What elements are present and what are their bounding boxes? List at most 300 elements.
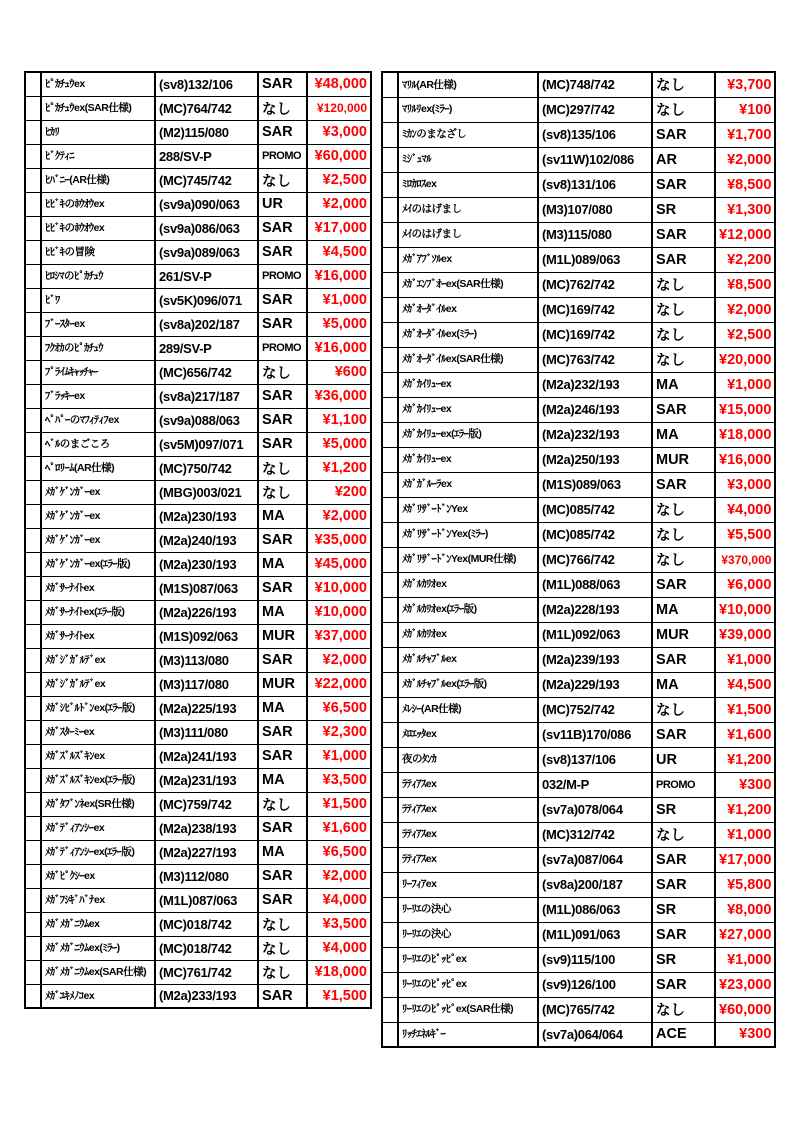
row-spacer-cell: [25, 384, 41, 408]
rarity-cell: SAR: [652, 572, 715, 597]
table-row: [382, 222, 775, 247]
rarity-cell: SAR: [652, 722, 715, 747]
price-cell: ¥1,000: [307, 288, 371, 312]
rarity-cell: SAR: [258, 312, 307, 336]
rarity-cell: MA: [652, 372, 715, 397]
table-row: [382, 72, 775, 97]
card-number-cell: (M3)113/080: [155, 648, 258, 672]
price-cell: ¥5,000: [307, 312, 371, 336]
price-cell: ¥300: [715, 772, 775, 797]
table-row: [25, 192, 371, 216]
table-row: [25, 432, 371, 456]
card-number-cell: 288/SV-P: [155, 144, 258, 168]
price-cell: ¥4,500: [715, 672, 775, 697]
card-name-cell: ﾒﾛｴｯﾀex: [398, 722, 538, 747]
card-number-cell: (sv9a)090/063: [155, 192, 258, 216]
card-number-cell: (M3)117/080: [155, 672, 258, 696]
price-cell: ¥36,000: [307, 384, 371, 408]
table-row: [25, 72, 371, 96]
row-spacer-cell: [25, 912, 41, 936]
row-spacer-cell: [25, 168, 41, 192]
card-name-cell: ﾒｶﾞﾘｻﾞｰﾄﾞﾝYex(MUR仕様): [398, 547, 538, 572]
card-number-cell: (M2a)231/193: [155, 768, 258, 792]
card-name-cell: 夜のﾀﾝｶ: [398, 747, 538, 772]
row-spacer-cell: [382, 222, 398, 247]
card-name-cell: ﾘｰﾘｴのﾋﾟｯﾋﾟex: [398, 972, 538, 997]
rarity-cell: SAR: [652, 397, 715, 422]
rarity-cell: AR: [652, 147, 715, 172]
price-cell: ¥48,000: [307, 72, 371, 96]
rarity-cell: SAR: [258, 888, 307, 912]
card-number-cell: (M3)112/080: [155, 864, 258, 888]
row-spacer-cell: [382, 772, 398, 797]
price-cell: ¥1,000: [715, 647, 775, 672]
table-row: [25, 144, 371, 168]
card-number-cell: (M2a)232/193: [538, 372, 652, 397]
rarity-cell: SAR: [258, 72, 307, 96]
card-number-cell: (MC)745/742: [155, 168, 258, 192]
card-number-cell: (M2a)225/193: [155, 696, 258, 720]
table-row: [382, 1022, 775, 1047]
card-number-cell: (MC)169/742: [538, 297, 652, 322]
row-spacer-cell: [25, 264, 41, 288]
card-name-cell: ﾒｶﾞｽﾀｰﾐｰex: [41, 720, 155, 744]
table-row: [25, 624, 371, 648]
card-name-cell: ﾒｶﾞｶｲﾘｭｰex(ｴﾗｰ版): [398, 422, 538, 447]
price-cell: ¥2,000: [715, 147, 775, 172]
table-row: [25, 912, 371, 936]
card-name-cell: ﾗﾃｨｱｽex: [398, 772, 538, 797]
rarity-cell: MA: [258, 552, 307, 576]
table-row: [382, 597, 775, 622]
row-spacer-cell: [25, 720, 41, 744]
row-spacer-cell: [382, 822, 398, 847]
table-row: [25, 864, 371, 888]
rarity-cell: PROMO: [258, 144, 307, 168]
row-spacer-cell: [382, 297, 398, 322]
row-spacer-cell: [25, 96, 41, 120]
card-name-cell: ﾒｶﾞﾃﾞｨｱﾝｼｰex: [41, 816, 155, 840]
rarity-cell: なし: [258, 168, 307, 192]
row-spacer-cell: [382, 397, 398, 422]
price-cell: ¥3,500: [307, 912, 371, 936]
rarity-cell: SAR: [652, 847, 715, 872]
table-row: [25, 936, 371, 960]
price-cell: ¥1,600: [715, 722, 775, 747]
row-spacer-cell: [382, 97, 398, 122]
rarity-cell: SAR: [258, 384, 307, 408]
table-row: [25, 96, 371, 120]
price-cell: ¥1,200: [307, 456, 371, 480]
card-number-cell: (sv7a)087/064: [538, 847, 652, 872]
row-spacer-cell: [382, 172, 398, 197]
table-row: [25, 744, 371, 768]
table-row: [25, 264, 371, 288]
price-cell: ¥600: [307, 360, 371, 384]
table-row: [382, 822, 775, 847]
price-cell: ¥20,000: [715, 347, 775, 372]
row-spacer-cell: [382, 522, 398, 547]
price-cell: ¥2,000: [307, 504, 371, 528]
card-name-cell: ﾒｶﾞﾙﾁｬﾌﾞﾙex(ｴﾗｰ版): [398, 672, 538, 697]
table-row: [25, 600, 371, 624]
card-number-cell: (M2a)228/193: [538, 597, 652, 622]
table-row: [25, 984, 371, 1008]
rarity-cell: SAR: [258, 864, 307, 888]
table-row: [25, 816, 371, 840]
table-row: [25, 696, 371, 720]
table-row: [382, 147, 775, 172]
price-cell: ¥18,000: [307, 960, 371, 984]
price-cell: ¥2,200: [715, 247, 775, 272]
card-name-cell: ﾋﾞｸﾃｨﾆ: [41, 144, 155, 168]
table-row: [382, 472, 775, 497]
table-row: [25, 768, 371, 792]
price-cell: ¥6,500: [307, 696, 371, 720]
card-number-cell: (M1S)092/063: [155, 624, 258, 648]
rarity-cell: なし: [652, 497, 715, 522]
table-row: [25, 648, 371, 672]
rarity-cell: SAR: [652, 922, 715, 947]
row-spacer-cell: [25, 312, 41, 336]
card-name-cell: ﾒｶﾞﾘｻﾞｰﾄﾞﾝYex: [398, 497, 538, 522]
price-cell: ¥1,600: [307, 816, 371, 840]
price-cell: ¥12,000: [715, 222, 775, 247]
table-row: [382, 772, 775, 797]
card-name-cell: ﾗﾃｨｱｽex: [398, 797, 538, 822]
row-spacer-cell: [382, 472, 398, 497]
card-name-cell: ﾒｶﾞｻｰﾅｲﾄex: [41, 576, 155, 600]
price-cell: ¥17,000: [307, 216, 371, 240]
price-cell: ¥27,000: [715, 922, 775, 947]
price-cell: ¥2,000: [307, 864, 371, 888]
table-row: [25, 792, 371, 816]
row-spacer-cell: [25, 360, 41, 384]
card-name-cell: ﾌﾞﾗｯｷｰex: [41, 384, 155, 408]
card-name-cell: ﾐﾛｶﾛｽex: [398, 172, 538, 197]
card-name-cell: ﾒｶﾞｹﾞﾝｶﾞｰex: [41, 528, 155, 552]
card-name-cell: ﾘｰﾌｨｱex: [398, 872, 538, 897]
rarity-cell: なし: [258, 912, 307, 936]
price-cell: ¥4,000: [715, 497, 775, 522]
price-cell: ¥60,000: [715, 997, 775, 1022]
table-row: [25, 384, 371, 408]
row-spacer-cell: [382, 897, 398, 922]
row-spacer-cell: [382, 197, 398, 222]
price-cell: ¥370,000: [715, 547, 775, 572]
rarity-cell: SAR: [258, 984, 307, 1008]
card-name-cell: ﾒｶﾞﾙｶﾘｵex(ｴﾗｰ版): [398, 597, 538, 622]
card-name-cell: ﾒｶﾞｽﾞﾙｽﾞｷﾝex(ｴﾗｰ版): [41, 768, 155, 792]
table-row: [25, 480, 371, 504]
card-name-cell: ﾒｶﾞｶﾞﾙｰﾗex: [398, 472, 538, 497]
card-number-cell: (M2a)240/193: [155, 528, 258, 552]
row-spacer-cell: [382, 647, 398, 672]
rarity-cell: SAR: [258, 720, 307, 744]
row-spacer-cell: [25, 72, 41, 96]
card-name-cell: ﾘｰﾘｴの決心: [398, 897, 538, 922]
rarity-cell: なし: [652, 297, 715, 322]
table-row: [25, 216, 371, 240]
row-spacer-cell: [25, 456, 41, 480]
table-row: [382, 522, 775, 547]
card-number-cell: (sv8a)200/187: [538, 872, 652, 897]
card-name-cell: ﾒｶﾞｹﾞﾝｶﾞｰex(ｴﾗｰ版): [41, 552, 155, 576]
row-spacer-cell: [382, 922, 398, 947]
card-number-cell: (MC)763/742: [538, 347, 652, 372]
table-row: [382, 447, 775, 472]
card-name-cell: ﾒｶﾞﾀﾌﾞﾝﾈex(SR仕様): [41, 792, 155, 816]
card-number-cell: (MC)297/742: [538, 97, 652, 122]
row-spacer-cell: [25, 144, 41, 168]
card-number-cell: (sv8a)217/187: [155, 384, 258, 408]
row-spacer-cell: [25, 432, 41, 456]
card-number-cell: (M2a)238/193: [155, 816, 258, 840]
card-name-cell: ﾒｶﾞﾒｶﾞﾆｳﾑex(SAR仕様): [41, 960, 155, 984]
card-name-cell: ﾒｶﾞｴﾝﾌﾞｵｰex(SAR仕様): [398, 272, 538, 297]
card-number-cell: (sv8)131/106: [538, 172, 652, 197]
rarity-cell: なし: [258, 960, 307, 984]
card-number-cell: (sv8)137/106: [538, 747, 652, 772]
row-spacer-cell: [382, 347, 398, 372]
price-cell: ¥5,800: [715, 872, 775, 897]
rarity-cell: SAR: [258, 120, 307, 144]
table-row: [25, 240, 371, 264]
table-row: [25, 888, 371, 912]
card-name-cell: ﾒｶﾞｼﾋﾞﾙﾄﾞﾝex(ｴﾗｰ版): [41, 696, 155, 720]
table-row: [382, 97, 775, 122]
rarity-cell: なし: [258, 360, 307, 384]
row-spacer-cell: [25, 288, 41, 312]
card-name-cell: ﾘｰﾘｴのﾋﾟｯﾋﾟex(SAR仕様): [398, 997, 538, 1022]
card-number-cell: (sv5M)097/071: [155, 432, 258, 456]
card-name-cell: ﾍﾟﾛﾘｰﾑ(AR仕様): [41, 456, 155, 480]
table-row: [25, 288, 371, 312]
price-cell: ¥22,000: [307, 672, 371, 696]
table-row: [382, 497, 775, 522]
price-cell: ¥1,200: [715, 797, 775, 822]
card-number-cell: (sv9)126/100: [538, 972, 652, 997]
card-name-cell: ﾋﾟｶﾁｭｳex(SAR仕様): [41, 96, 155, 120]
card-name-cell: ﾋﾋﾞｷのﾎｳｵｳex: [41, 216, 155, 240]
rarity-cell: なし: [652, 97, 715, 122]
table-row: [25, 360, 371, 384]
price-cell: ¥2,000: [307, 192, 371, 216]
card-name-cell: ﾋﾞﾜ: [41, 288, 155, 312]
table-row: [382, 897, 775, 922]
card-name-cell: ﾒｶﾞｹﾞﾝｶﾞｰex: [41, 480, 155, 504]
card-name-cell: ﾐｶﾝのまなざし: [398, 122, 538, 147]
card-name-cell: ﾒｶﾞｶｲﾘｭｰex: [398, 372, 538, 397]
card-number-cell: (M1L)087/063: [155, 888, 258, 912]
card-name-cell: ﾋﾋﾞｷの冒険: [41, 240, 155, 264]
row-spacer-cell: [382, 447, 398, 472]
row-spacer-cell: [382, 147, 398, 172]
table-row: [382, 122, 775, 147]
price-cell: ¥1,100: [307, 408, 371, 432]
card-number-cell: (sv11W)102/086: [538, 147, 652, 172]
row-spacer-cell: [25, 192, 41, 216]
rarity-cell: SAR: [258, 744, 307, 768]
rarity-cell: SAR: [652, 872, 715, 897]
card-name-cell: ﾋﾋﾞｷのﾎｳｵｳex: [41, 192, 155, 216]
table-row: [382, 422, 775, 447]
price-cell: ¥39,000: [715, 622, 775, 647]
rarity-cell: なし: [652, 72, 715, 97]
table-row: [382, 997, 775, 1022]
row-spacer-cell: [25, 888, 41, 912]
rarity-cell: SAR: [258, 528, 307, 552]
table-row: [382, 197, 775, 222]
price-cell: ¥4,500: [307, 240, 371, 264]
card-name-cell: ﾒｶﾞﾙｶﾘｵex: [398, 622, 538, 647]
card-name-cell: ﾒｶﾞｹﾞﾝｶﾞｰex: [41, 504, 155, 528]
rarity-cell: MA: [652, 672, 715, 697]
row-spacer-cell: [382, 322, 398, 347]
row-spacer-cell: [382, 947, 398, 972]
row-spacer-cell: [25, 960, 41, 984]
card-number-cell: (M2a)241/193: [155, 744, 258, 768]
table-row: [382, 747, 775, 772]
price-cell: ¥3,000: [307, 120, 371, 144]
row-spacer-cell: [25, 840, 41, 864]
price-cell: ¥23,000: [715, 972, 775, 997]
rarity-cell: なし: [258, 792, 307, 816]
card-number-cell: (sv8)135/106: [538, 122, 652, 147]
rarity-cell: MA: [258, 768, 307, 792]
row-spacer-cell: [25, 864, 41, 888]
row-spacer-cell: [382, 722, 398, 747]
row-spacer-cell: [25, 600, 41, 624]
card-name-cell: ﾍﾞﾙのまごころ: [41, 432, 155, 456]
price-cell: ¥8,500: [715, 172, 775, 197]
card-name-cell: ﾗﾃｨｱｽex: [398, 822, 538, 847]
price-cell: ¥37,000: [307, 624, 371, 648]
rarity-cell: SR: [652, 797, 715, 822]
card-number-cell: (sv9)115/100: [538, 947, 652, 972]
price-cell: ¥5,500: [715, 522, 775, 547]
rarity-cell: SAR: [258, 576, 307, 600]
card-name-cell: ﾐｼﾞｭﾏﾙ: [398, 147, 538, 172]
table-row: [25, 672, 371, 696]
row-spacer-cell: [382, 72, 398, 97]
card-number-cell: (M2a)230/193: [155, 552, 258, 576]
card-number-cell: (sv9a)086/063: [155, 216, 258, 240]
card-name-cell: ﾗﾃｨｱｽex: [398, 847, 538, 872]
card-name-cell: ﾒｲのはげまし: [398, 197, 538, 222]
card-number-cell: (MC)169/742: [538, 322, 652, 347]
card-name-cell: ﾌﾟﾗｲﾑｷｬｯﾁｬｰ: [41, 360, 155, 384]
price-cell: ¥2,500: [307, 168, 371, 192]
row-spacer-cell: [25, 576, 41, 600]
rarity-cell: MA: [652, 597, 715, 622]
row-spacer-cell: [382, 1022, 398, 1047]
row-spacer-cell: [382, 672, 398, 697]
price-cell: ¥5,000: [307, 432, 371, 456]
price-cell: ¥45,000: [307, 552, 371, 576]
card-number-cell: (MC)085/742: [538, 497, 652, 522]
rarity-cell: SAR: [652, 172, 715, 197]
rarity-cell: SR: [652, 197, 715, 222]
card-name-cell: ﾒｶﾞｱﾌﾞｿﾙex: [398, 247, 538, 272]
table-row: [382, 872, 775, 897]
table-row: [382, 247, 775, 272]
card-number-cell: (MC)018/742: [155, 936, 258, 960]
table-row: [382, 572, 775, 597]
row-spacer-cell: [25, 408, 41, 432]
table-row: [382, 622, 775, 647]
rarity-cell: PROMO: [258, 264, 307, 288]
card-number-cell: (MC)312/742: [538, 822, 652, 847]
card-name-cell: ﾌｸｵｶのﾋﾟｶﾁｭｳ: [41, 336, 155, 360]
row-spacer-cell: [382, 797, 398, 822]
table-row: [25, 312, 371, 336]
card-price-table-right: [381, 71, 776, 1048]
row-spacer-cell: [382, 972, 398, 997]
card-name-cell: ﾒｶﾞﾙﾁｬﾌﾞﾙex: [398, 647, 538, 672]
card-name-cell: ﾒｶﾞｻｰﾅｲﾄex: [41, 624, 155, 648]
card-number-cell: (sv7a)064/064: [538, 1022, 652, 1047]
rarity-cell: なし: [652, 522, 715, 547]
rarity-cell: SAR: [652, 972, 715, 997]
table-row: [25, 960, 371, 984]
row-spacer-cell: [382, 847, 398, 872]
table-row: [382, 372, 775, 397]
card-name-cell: ﾒｶﾞﾃﾞｨｱﾝｼｰex(ｴﾗｰ版): [41, 840, 155, 864]
table-row: [25, 120, 371, 144]
price-cell: ¥1,000: [715, 947, 775, 972]
price-cell: ¥16,000: [715, 447, 775, 472]
card-number-cell: (MBG)003/021: [155, 480, 258, 504]
table-row: [382, 697, 775, 722]
card-number-cell: (sv11B)170/086: [538, 722, 652, 747]
card-number-cell: (M2a)232/193: [538, 422, 652, 447]
table-row: [382, 272, 775, 297]
row-spacer-cell: [382, 497, 398, 522]
card-number-cell: (sv8)132/106: [155, 72, 258, 96]
rarity-cell: MA: [258, 504, 307, 528]
card-name-cell: ﾒｶﾞﾕｷﾒﾉｺex: [41, 984, 155, 1008]
card-number-cell: (sv8a)202/187: [155, 312, 258, 336]
row-spacer-cell: [382, 247, 398, 272]
card-number-cell: (M2a)239/193: [538, 647, 652, 672]
card-name-cell: ﾒｶﾞｶｲﾘｭｰex: [398, 447, 538, 472]
card-name-cell: ﾒｶﾞｵｰﾀﾞｲﾙex(ﾐﾗｰ): [398, 322, 538, 347]
rarity-cell: SAR: [258, 240, 307, 264]
rarity-cell: なし: [258, 96, 307, 120]
price-cell: ¥1,500: [715, 697, 775, 722]
card-name-cell: ﾒｶﾞﾌｼｷﾞﾊﾞﾅex: [41, 888, 155, 912]
rarity-cell: SR: [652, 897, 715, 922]
card-number-cell: (MC)762/742: [538, 272, 652, 297]
price-cell: ¥1,000: [715, 822, 775, 847]
card-number-cell: (M3)111/080: [155, 720, 258, 744]
card-number-cell: (M2a)233/193: [155, 984, 258, 1008]
price-cell: ¥2,000: [715, 297, 775, 322]
table-row: [382, 397, 775, 422]
card-number-cell: 032/M-P: [538, 772, 652, 797]
row-spacer-cell: [382, 622, 398, 647]
row-spacer-cell: [382, 422, 398, 447]
price-list-sheet: [24, 71, 776, 1048]
row-spacer-cell: [382, 872, 398, 897]
rarity-cell: MA: [258, 696, 307, 720]
rarity-cell: ACE: [652, 1022, 715, 1047]
rarity-cell: SAR: [258, 216, 307, 240]
price-cell: ¥3,500: [307, 768, 371, 792]
row-spacer-cell: [382, 372, 398, 397]
price-cell: ¥6,000: [715, 572, 775, 597]
